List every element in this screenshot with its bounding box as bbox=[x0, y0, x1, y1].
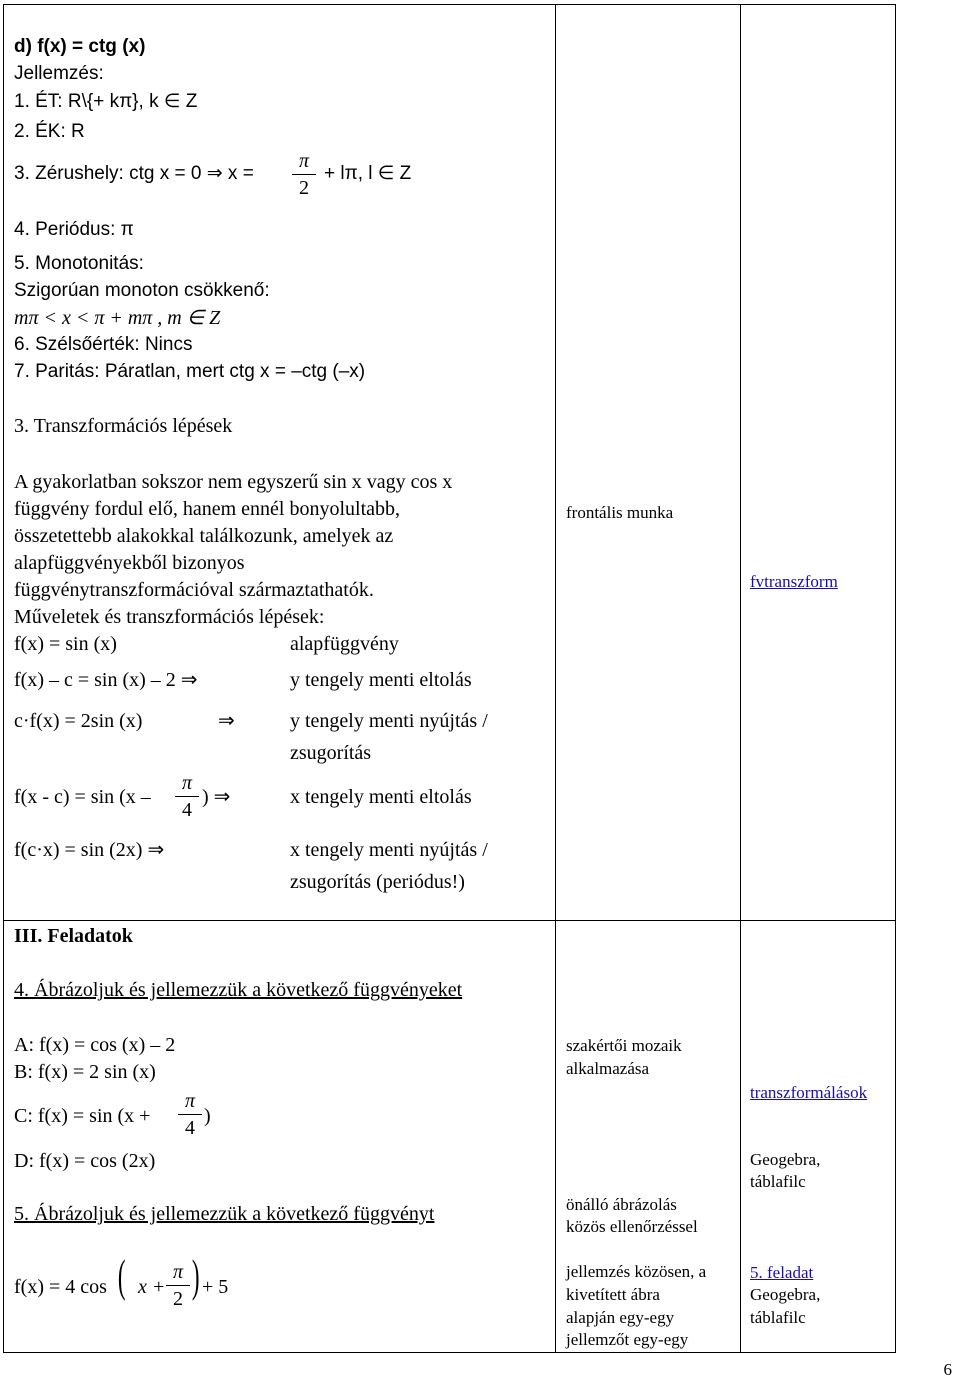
fraction-denominator: 4 bbox=[185, 1117, 195, 1139]
task4-item-b: B: f(x) = 2 sin (x) bbox=[14, 1061, 156, 1083]
task4-method: szakértői mozaik bbox=[566, 1036, 682, 1055]
transform-formula: c·f(x) = 2sin (x) bbox=[14, 710, 143, 732]
transform-desc: x tengely menti nyújtás / bbox=[290, 839, 488, 861]
transform-formula: f(x) = sin (x) bbox=[14, 633, 117, 655]
section3-title: 3. Transzformációs lépések bbox=[14, 415, 233, 437]
section3-paragraph-line: Műveletek és transzformációs lépések: bbox=[14, 606, 325, 628]
fraction-denominator: 2 bbox=[173, 1288, 183, 1310]
fraction-denominator: 4 bbox=[182, 799, 192, 821]
task5b-method: jellemzőt egy-egy bbox=[566, 1330, 689, 1349]
fraction-bar bbox=[178, 1114, 202, 1115]
task4-item-d: D: f(x) = cos (2x) bbox=[14, 1150, 156, 1172]
zerushely-fraction bbox=[292, 150, 316, 199]
task5-fraction bbox=[166, 1261, 190, 1310]
transform-desc: y tengely menti nyújtás / bbox=[290, 710, 488, 732]
section-d-heading: d) f(x) = ctg (x) bbox=[14, 36, 146, 57]
fraction-bar bbox=[166, 1285, 190, 1286]
task4-tools: táblafilc bbox=[750, 1172, 806, 1191]
section3-paragraph-line: alapfüggvényekből bizonyos bbox=[14, 552, 245, 574]
task5-method: közös ellenőrzéssel bbox=[566, 1217, 698, 1236]
zerushely-post: + lπ, l ∈ Z bbox=[324, 163, 412, 184]
fraction-numerator: π bbox=[172, 1261, 184, 1283]
task5b-method: kivetített ábra bbox=[566, 1285, 660, 1304]
szelsoertek: 6. Szélsőérték: Nincs bbox=[14, 334, 193, 355]
transzformalasok-link[interactable]: transzformálások bbox=[750, 1083, 868, 1102]
task4-tools: Geogebra, bbox=[750, 1150, 821, 1169]
table-border-bottom bbox=[3, 1352, 896, 1353]
task4-c-fraction bbox=[178, 1090, 202, 1139]
task5-formula-post: + 5 bbox=[202, 1276, 229, 1298]
ertelmezesi-tartomany: 1. ÉT: R\{+ kπ}, k ∈ Z bbox=[14, 91, 198, 112]
table-border-top bbox=[3, 4, 896, 5]
task5b-method: alapján egy-egy bbox=[566, 1308, 675, 1327]
jellemzes-label: Jellemzés: bbox=[14, 63, 104, 84]
table-row-divider bbox=[3, 920, 896, 921]
task4-item-c: C: f(x) = sin (x + bbox=[14, 1105, 151, 1127]
task5b-tools: Geogebra, bbox=[750, 1285, 821, 1304]
zerushely-denominator: 2 bbox=[299, 177, 309, 199]
transform-desc: y tengely menti eltolás bbox=[290, 669, 472, 691]
task4-method: alkalmazása bbox=[566, 1059, 650, 1078]
feladatok-title: III. Feladatok bbox=[14, 925, 133, 947]
task5-method: önálló ábrázolás bbox=[566, 1195, 677, 1214]
fraction-numerator: π bbox=[181, 772, 193, 794]
periodus: 4. Periódus: π bbox=[14, 219, 134, 240]
method-frontal: frontális munka bbox=[566, 503, 674, 522]
table-border-right bbox=[895, 4, 896, 1352]
task5-inner: x + bbox=[138, 1276, 166, 1298]
ertekkeszlet: 2. ÉK: R bbox=[14, 121, 85, 142]
page-number: 6 bbox=[943, 1360, 952, 1379]
transform-formula: f(x - c) = sin (x – bbox=[14, 786, 151, 808]
fraction-bar bbox=[292, 174, 316, 175]
monotonitas-range: mπ < x < π + mπ , m ∈ Z bbox=[14, 307, 221, 329]
table-border-col2 bbox=[555, 4, 556, 1352]
fraction-bar bbox=[175, 796, 199, 797]
zerushely-numerator: π bbox=[298, 150, 310, 172]
task5-title: 5. Ábrázoljuk és jellemezzük a következő függvényt bbox=[14, 1203, 435, 1225]
table-border-col3 bbox=[740, 4, 741, 1352]
fraction-numerator: π bbox=[184, 1090, 196, 1112]
transform-fraction bbox=[175, 772, 199, 821]
transform-desc-cont: zsugorítás bbox=[290, 742, 372, 764]
section3-paragraph-line: függvény fordul elő, hanem ennél bonyolultabb, bbox=[14, 498, 401, 520]
right-parenthesis: ) bbox=[191, 1250, 200, 1301]
task4-title: 4. Ábrázoljuk és jellemezzük a következő függvényeket bbox=[14, 979, 463, 1001]
fvtranszform-link[interactable]: fvtranszform bbox=[750, 572, 838, 591]
task4-item-c-post: ) bbox=[204, 1105, 211, 1127]
task5-link[interactable]: 5. feladat bbox=[750, 1263, 814, 1282]
transform-formula: f(x) – c = sin (x) – 2 ⇒ bbox=[14, 669, 198, 691]
table-border-left bbox=[3, 4, 4, 1352]
left-parenthesis: ( bbox=[117, 1250, 126, 1301]
section3-paragraph-line: függvénytranszformációval származtathatók. bbox=[14, 579, 374, 601]
transform-desc: x tengely menti eltolás bbox=[290, 786, 472, 808]
transform-arrow: ⇒ bbox=[218, 710, 235, 732]
monotonitas-label: 5. Monotonitás: bbox=[14, 253, 144, 274]
task5-formula: f(x) = 4 cos bbox=[14, 1276, 107, 1298]
transform-formula-post: ) ⇒ bbox=[202, 786, 231, 808]
transform-formula: f(c·x) = sin (2x) ⇒ bbox=[14, 839, 165, 861]
task5b-tools: táblafilc bbox=[750, 1308, 806, 1327]
zerushely-text: 3. Zérushely: ctg x = 0 ⇒ x = bbox=[14, 163, 254, 184]
section3-paragraph-line: összetettebb alakokkal találkozunk, amelyek az bbox=[14, 525, 394, 547]
section3-paragraph-line: A gyakorlatban sokszor nem egyszerű sin x vagy cos x bbox=[14, 471, 453, 493]
transform-desc: alapfüggvény bbox=[290, 633, 399, 655]
paritas: 7. Paritás: Páratlan, mert ctg x = –ctg (–x) bbox=[14, 361, 366, 382]
task4-item-a: A: f(x) = cos (x) – 2 bbox=[14, 1034, 176, 1056]
transform-desc-cont: zsugorítás (periódus!) bbox=[290, 871, 465, 893]
monotonitas-desc: Szigorúan monoton csökkenő: bbox=[14, 280, 270, 301]
task5b-method: jellemzés közösen, a bbox=[566, 1262, 707, 1281]
